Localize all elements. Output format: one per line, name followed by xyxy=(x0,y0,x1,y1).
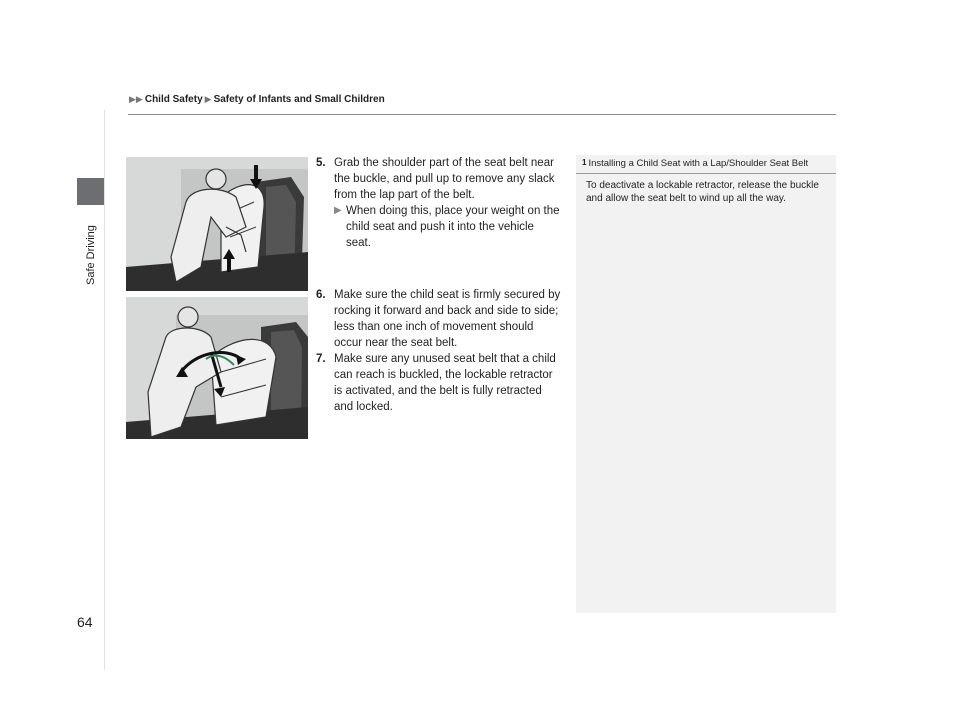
breadcrumb-level1[interactable]: Child Safety xyxy=(144,94,203,105)
note-body: To deactivate a lockable retractor, release the buckle and allow the seat belt to wind up all the way. xyxy=(586,180,819,204)
subnote-arrow-icon: ▶ xyxy=(334,205,342,216)
side-divider xyxy=(104,110,105,670)
step-7 xyxy=(316,351,562,415)
step-6 xyxy=(316,287,562,351)
breadcrumb xyxy=(129,94,385,105)
step-text: Make sure any unused seat belt that a child can reach is buckled, the lockable retractor is activated, and the belt is fully retracted and locked. xyxy=(334,353,556,413)
page-number: 64 xyxy=(77,614,93,630)
header-rule xyxy=(128,114,836,115)
note-reference-icon: 1 xyxy=(582,158,587,167)
instruction-steps xyxy=(316,155,562,415)
breadcrumb-level2[interactable]: Safety of Infants and Small Children xyxy=(213,94,385,105)
subnote-text: When doing this, place your weight on the child seat and push it into the vehicle seat. xyxy=(346,205,560,249)
breadcrumb-arrow-icon: ▶ xyxy=(204,94,212,104)
step-text: Grab the shoulder part of the seat belt near the buckle, and pull up to remove any slack from the lap part of the belt. xyxy=(334,157,555,201)
side-note-panel xyxy=(576,155,836,613)
step-text: Make sure the child seat is firmly secured by rocking it forward and back and side to side; less than one inch of movement should occur near the seat belt. xyxy=(334,289,561,349)
illustration-rock-seat xyxy=(126,297,308,439)
step-number: 5. xyxy=(316,157,326,169)
breadcrumb-arrow-icon: ▶▶ xyxy=(129,94,143,104)
step-5-subnote xyxy=(334,203,562,251)
step-5 xyxy=(316,155,562,203)
note-title-text: Installing a Child Seat with a Lap/Shoulder Seat Belt xyxy=(588,158,809,169)
section-tab-marker xyxy=(77,178,104,205)
step-number: 7. xyxy=(316,353,326,365)
illustration-tighten-belt xyxy=(126,157,308,291)
step-number: 6. xyxy=(316,289,326,301)
note-title xyxy=(576,155,836,174)
section-label: Safe Driving xyxy=(85,225,97,285)
